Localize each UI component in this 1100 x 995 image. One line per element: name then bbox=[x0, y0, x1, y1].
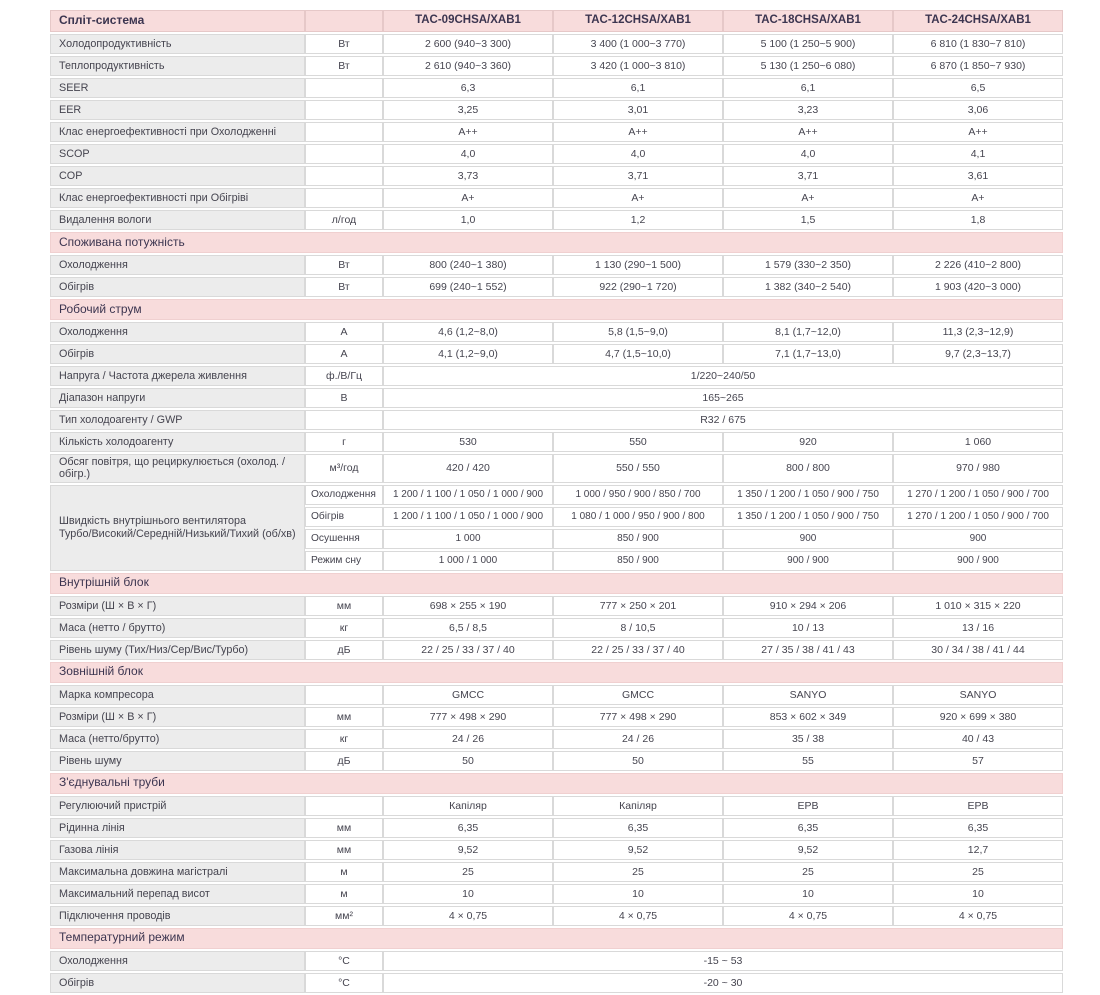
value-cell: 698 × 255 × 190 bbox=[383, 596, 553, 616]
value-cell: 9,52 bbox=[553, 840, 723, 860]
row-label-line-1: Швидкість внутрішнього вентилятора bbox=[59, 515, 246, 528]
value-cell: 3,73 bbox=[383, 166, 553, 186]
value-cell: 550 bbox=[553, 432, 723, 452]
value-cell: 1 080 / 1 000 / 950 / 900 / 800 bbox=[553, 507, 723, 527]
section-row bbox=[50, 773, 1063, 794]
section-title: З'єднувальні труби bbox=[50, 773, 1063, 794]
unit-cell: л/год bbox=[305, 210, 383, 230]
row-label: Холодопродуктивність bbox=[50, 34, 305, 54]
table-row bbox=[50, 144, 1063, 164]
row-label: Максимальна довжина магістралі bbox=[50, 862, 305, 882]
value-cell: 1,0 bbox=[383, 210, 553, 230]
value-cell: 3,23 bbox=[723, 100, 893, 120]
value-cell: 10 bbox=[723, 884, 893, 904]
value-cell: 1 200 / 1 100 / 1 050 / 1 000 / 900 bbox=[383, 507, 553, 527]
value-cell: 4 × 0,75 bbox=[893, 906, 1063, 926]
table-row bbox=[50, 188, 1063, 208]
table-row bbox=[50, 796, 1063, 816]
unit-cell: мм bbox=[305, 840, 383, 860]
value-cell: 1 200 / 1 100 / 1 050 / 1 000 / 900 bbox=[383, 485, 553, 505]
value-cell: 6 810 (1 830~7 810) bbox=[893, 34, 1063, 54]
table-row bbox=[50, 596, 1063, 616]
unit-cell: Вт bbox=[305, 277, 383, 297]
value-cell: 4,0 bbox=[553, 144, 723, 164]
value-cell: 25 bbox=[893, 862, 1063, 882]
unit-cell: кг bbox=[305, 729, 383, 749]
value-cell: 8 / 10,5 bbox=[553, 618, 723, 638]
value-cell: 550 / 550 bbox=[553, 454, 723, 483]
value-cell: 10 bbox=[893, 884, 1063, 904]
unit-cell: мм² bbox=[305, 906, 383, 926]
table-row bbox=[50, 166, 1063, 186]
value-cell: 850 / 900 bbox=[553, 551, 723, 571]
table-row bbox=[50, 707, 1063, 727]
unit-cell: м bbox=[305, 862, 383, 882]
table-row bbox=[50, 618, 1063, 638]
table-row bbox=[50, 485, 1063, 505]
value-cell: 6,1 bbox=[553, 78, 723, 98]
unit-cell: А bbox=[305, 344, 383, 364]
value-cell: 24 / 26 bbox=[553, 729, 723, 749]
table-row bbox=[50, 818, 1063, 838]
row-label: Діапазон напруги bbox=[50, 388, 305, 408]
row-label: COP bbox=[50, 166, 305, 186]
table-row bbox=[50, 884, 1063, 904]
row-label: Тип холодоагенту / GWP bbox=[50, 410, 305, 430]
unit-cell: Вт bbox=[305, 56, 383, 76]
value-cell: 2 610 (940~3 360) bbox=[383, 56, 553, 76]
value-cell: 420 / 420 bbox=[383, 454, 553, 483]
unit-cell bbox=[305, 78, 383, 98]
value-cell: EPB bbox=[893, 796, 1063, 816]
sub-row-label: Осушення bbox=[305, 529, 383, 549]
value-cell: 3,25 bbox=[383, 100, 553, 120]
value-cell: SANYO bbox=[893, 685, 1063, 705]
value-cell: 6,35 bbox=[723, 818, 893, 838]
value-cell: А+ bbox=[723, 188, 893, 208]
value-cell: 5,8 (1,5~9,0) bbox=[553, 322, 723, 342]
table-row bbox=[50, 255, 1063, 275]
unit-cell: Вт bbox=[305, 255, 383, 275]
table-row bbox=[50, 410, 1063, 430]
unit-cell: дБ bbox=[305, 751, 383, 771]
value-cell: 22 / 25 / 33 / 37 / 40 bbox=[383, 640, 553, 660]
row-label: Маса (нетто / брутто) bbox=[50, 618, 305, 638]
value-cell: А+ bbox=[553, 188, 723, 208]
row-label-line-2: Турбо/Високий/Середній/Низький/Тихий (об/хв) bbox=[59, 527, 296, 540]
table-row bbox=[50, 862, 1063, 882]
value-cell: 800 / 800 bbox=[723, 454, 893, 483]
value-cell: 1 382 (340~2 540) bbox=[723, 277, 893, 297]
section-title: Споживана потужність bbox=[50, 232, 1063, 253]
row-label bbox=[50, 485, 305, 571]
value-cell: 50 bbox=[383, 751, 553, 771]
value-cell: Капіляр bbox=[553, 796, 723, 816]
section-row bbox=[50, 573, 1063, 594]
value-cell: 777 × 250 × 201 bbox=[553, 596, 723, 616]
table-title: Спліт-система bbox=[50, 10, 305, 32]
value-cell: 6,5 / 8,5 bbox=[383, 618, 553, 638]
row-label: Напруга / Частота джерела живлення bbox=[50, 366, 305, 386]
section-title: Зовнішній блок bbox=[50, 662, 1063, 683]
value-cell: А+ bbox=[383, 188, 553, 208]
unit-cell: °С bbox=[305, 973, 383, 993]
value-cell: 22 / 25 / 33 / 37 / 40 bbox=[553, 640, 723, 660]
value-cell: 1 903 (420~3 000) bbox=[893, 277, 1063, 297]
value-cell: 10 / 13 bbox=[723, 618, 893, 638]
section-title: Робочий струм bbox=[50, 299, 1063, 320]
value-cell: 900 / 900 bbox=[893, 551, 1063, 571]
value-cell: 4,6 (1,2~8,0) bbox=[383, 322, 553, 342]
value-cell: А++ bbox=[383, 122, 553, 142]
row-label: Маса (нетто/брутто) bbox=[50, 729, 305, 749]
value-cell: 40 / 43 bbox=[893, 729, 1063, 749]
section-title: Внутрішній блок bbox=[50, 573, 1063, 594]
value-cell: 6,3 bbox=[383, 78, 553, 98]
row-label: Газова лінія bbox=[50, 840, 305, 860]
value-cell: А++ bbox=[893, 122, 1063, 142]
table-row bbox=[50, 951, 1063, 971]
value-cell: 25 bbox=[553, 862, 723, 882]
value-cell: 530 bbox=[383, 432, 553, 452]
unit-cell: мм bbox=[305, 707, 383, 727]
value-cell: 13 / 16 bbox=[893, 618, 1063, 638]
row-label: Розміри (Ш × В × Г) bbox=[50, 707, 305, 727]
table-row bbox=[50, 366, 1063, 386]
value-cell: 853 × 602 × 349 bbox=[723, 707, 893, 727]
value-cell: 9,52 bbox=[723, 840, 893, 860]
row-label: Підключення проводів bbox=[50, 906, 305, 926]
value-cell: 3 400 (1 000~3 770) bbox=[553, 34, 723, 54]
value-cell: 777 × 498 × 290 bbox=[383, 707, 553, 727]
row-label: Обігрів bbox=[50, 277, 305, 297]
value-cell: 9,7 (2,3~13,7) bbox=[893, 344, 1063, 364]
value-cell: 699 (240~1 552) bbox=[383, 277, 553, 297]
spec-table bbox=[50, 8, 1063, 995]
row-label: EER bbox=[50, 100, 305, 120]
table-row bbox=[50, 388, 1063, 408]
row-label: Клас енергоефективності при Обігріві bbox=[50, 188, 305, 208]
value-cell: 1,8 bbox=[893, 210, 1063, 230]
value-cell: 3,71 bbox=[553, 166, 723, 186]
unit-cell bbox=[305, 410, 383, 430]
model-header: TAC-12CHSA/XAB1 bbox=[553, 10, 723, 32]
value-cell: А++ bbox=[723, 122, 893, 142]
value-cell: 920 bbox=[723, 432, 893, 452]
value-cell: 12,7 bbox=[893, 840, 1063, 860]
value-cell: 55 bbox=[723, 751, 893, 771]
value-cell: 1 000 / 1 000 bbox=[383, 551, 553, 571]
value-cell: GMCC bbox=[383, 685, 553, 705]
table-row bbox=[50, 34, 1063, 54]
unit-cell: В bbox=[305, 388, 383, 408]
value-cell: SANYO bbox=[723, 685, 893, 705]
value-cell: 970 / 980 bbox=[893, 454, 1063, 483]
value-cell: 4 × 0,75 bbox=[383, 906, 553, 926]
value-cell-span: -15 ~ 53 bbox=[383, 951, 1063, 971]
value-cell: 3,71 bbox=[723, 166, 893, 186]
unit-cell bbox=[305, 100, 383, 120]
row-label: Розміри (Ш × В × Г) bbox=[50, 596, 305, 616]
value-cell: 11,3 (2,3~12,9) bbox=[893, 322, 1063, 342]
value-cell: 5 130 (1 250~6 080) bbox=[723, 56, 893, 76]
value-cell: 6,35 bbox=[383, 818, 553, 838]
value-cell: 4,1 (1,2~9,0) bbox=[383, 344, 553, 364]
value-cell: 900 bbox=[893, 529, 1063, 549]
model-header: TAC-18CHSA/XAB1 bbox=[723, 10, 893, 32]
value-cell: А+ bbox=[893, 188, 1063, 208]
value-cell: 50 bbox=[553, 751, 723, 771]
table-row bbox=[50, 840, 1063, 860]
row-label: SEER bbox=[50, 78, 305, 98]
value-cell: 4,0 bbox=[383, 144, 553, 164]
row-label: Кількість холодоагенту bbox=[50, 432, 305, 452]
unit-cell: дБ bbox=[305, 640, 383, 660]
value-cell: 1 579 (330~2 350) bbox=[723, 255, 893, 275]
unit-cell: г bbox=[305, 432, 383, 452]
row-label: Охолодження bbox=[50, 322, 305, 342]
section-row bbox=[50, 928, 1063, 949]
table-row bbox=[50, 454, 1063, 483]
row-label: Рідинна лінія bbox=[50, 818, 305, 838]
sub-row-label: Охолодження bbox=[305, 485, 383, 505]
value-cell: 900 bbox=[723, 529, 893, 549]
unit-column-header bbox=[305, 10, 383, 32]
value-cell: 30 / 34 / 38 / 41 / 44 bbox=[893, 640, 1063, 660]
unit-cell bbox=[305, 166, 383, 186]
value-cell: А++ bbox=[553, 122, 723, 142]
value-cell: 4 × 0,75 bbox=[723, 906, 893, 926]
row-label: Теплопродуктивність bbox=[50, 56, 305, 76]
unit-cell: мм bbox=[305, 596, 383, 616]
unit-cell: ф./В/Гц bbox=[305, 366, 383, 386]
model-header: TAC-09CHSA/XAB1 bbox=[383, 10, 553, 32]
row-label: Максимальний перепад висот bbox=[50, 884, 305, 904]
table-row bbox=[50, 729, 1063, 749]
value-cell: 6,35 bbox=[893, 818, 1063, 838]
value-cell: Капіляр bbox=[383, 796, 553, 816]
value-cell: 4,0 bbox=[723, 144, 893, 164]
table-row bbox=[50, 344, 1063, 364]
value-cell: 1,2 bbox=[553, 210, 723, 230]
value-cell: 24 / 26 bbox=[383, 729, 553, 749]
unit-cell: Вт bbox=[305, 34, 383, 54]
value-cell-span: R32 / 675 bbox=[383, 410, 1063, 430]
model-header: TAC-24CHSA/XAB1 bbox=[893, 10, 1063, 32]
value-cell: 1 000 / 950 / 900 / 850 / 700 bbox=[553, 485, 723, 505]
table-row bbox=[50, 432, 1063, 452]
section-row bbox=[50, 232, 1063, 253]
value-cell: 4,1 bbox=[893, 144, 1063, 164]
value-cell: 920 × 699 × 380 bbox=[893, 707, 1063, 727]
table-row bbox=[50, 322, 1063, 342]
sub-row-label: Обігрів bbox=[305, 507, 383, 527]
value-cell: 1 350 / 1 200 / 1 050 / 900 / 750 bbox=[723, 485, 893, 505]
table-row bbox=[50, 277, 1063, 297]
value-cell: 8,1 (1,7~12,0) bbox=[723, 322, 893, 342]
table-row bbox=[50, 56, 1063, 76]
value-cell: 1 270 / 1 200 / 1 050 / 900 / 700 bbox=[893, 485, 1063, 505]
spec-table-body bbox=[50, 10, 1063, 993]
value-cell: 25 bbox=[383, 862, 553, 882]
row-label: Видалення вологи bbox=[50, 210, 305, 230]
row-label: Клас енергоефективності при Охолодженні bbox=[50, 122, 305, 142]
value-cell-span: 165~265 bbox=[383, 388, 1063, 408]
row-label: Охолодження bbox=[50, 255, 305, 275]
value-cell: 1,5 bbox=[723, 210, 893, 230]
unit-cell: кг bbox=[305, 618, 383, 638]
sub-row-label: Режим сну bbox=[305, 551, 383, 571]
section-title: Температурний режим bbox=[50, 928, 1063, 949]
row-label: Регулюючий пристрій bbox=[50, 796, 305, 816]
unit-cell: мм bbox=[305, 818, 383, 838]
value-cell: GMCC bbox=[553, 685, 723, 705]
value-cell: 57 bbox=[893, 751, 1063, 771]
value-cell: 9,52 bbox=[383, 840, 553, 860]
value-cell: 6 870 (1 850~7 930) bbox=[893, 56, 1063, 76]
unit-cell: А bbox=[305, 322, 383, 342]
row-label: Обігрів bbox=[50, 973, 305, 993]
row-label: Обігрів bbox=[50, 344, 305, 364]
value-cell: 27 / 35 / 38 / 41 / 43 bbox=[723, 640, 893, 660]
unit-cell: м³/год bbox=[305, 454, 383, 483]
value-cell: 5 100 (1 250~5 900) bbox=[723, 34, 893, 54]
table-row bbox=[50, 122, 1063, 142]
value-cell: 1 010 × 315 × 220 bbox=[893, 596, 1063, 616]
row-label: Рівень шуму (Тих/Низ/Сер/Вис/Турбо) bbox=[50, 640, 305, 660]
value-cell: 6,35 bbox=[553, 818, 723, 838]
value-cell: 910 × 294 × 206 bbox=[723, 596, 893, 616]
value-cell: 3,01 bbox=[553, 100, 723, 120]
value-cell: 10 bbox=[383, 884, 553, 904]
value-cell: 1 000 bbox=[383, 529, 553, 549]
value-cell: 3,06 bbox=[893, 100, 1063, 120]
table-row bbox=[50, 640, 1063, 660]
value-cell: 6,5 bbox=[893, 78, 1063, 98]
value-cell: 1 350 / 1 200 / 1 050 / 900 / 750 bbox=[723, 507, 893, 527]
value-cell: 4 × 0,75 bbox=[553, 906, 723, 926]
row-label: Охолодження bbox=[50, 951, 305, 971]
value-cell: 25 bbox=[723, 862, 893, 882]
value-cell: 2 226 (410~2 800) bbox=[893, 255, 1063, 275]
table-row bbox=[50, 751, 1063, 771]
table-row bbox=[50, 100, 1063, 120]
value-cell: 850 / 900 bbox=[553, 529, 723, 549]
table-row bbox=[50, 973, 1063, 993]
row-label: Марка компресора bbox=[50, 685, 305, 705]
value-cell: 10 bbox=[553, 884, 723, 904]
value-cell: 1 060 bbox=[893, 432, 1063, 452]
unit-cell: °С bbox=[305, 951, 383, 971]
section-row bbox=[50, 662, 1063, 683]
row-label: Рівень шуму bbox=[50, 751, 305, 771]
unit-cell bbox=[305, 144, 383, 164]
row-label: Обсяг повітря, що рециркулюється (охолод. / обігр.) bbox=[50, 454, 305, 483]
value-cell: 777 × 498 × 290 bbox=[553, 707, 723, 727]
unit-cell: м bbox=[305, 884, 383, 904]
value-cell: 900 / 900 bbox=[723, 551, 893, 571]
table-header-row bbox=[50, 10, 1063, 32]
value-cell: 3,61 bbox=[893, 166, 1063, 186]
value-cell: 800 (240~1 380) bbox=[383, 255, 553, 275]
table-row bbox=[50, 210, 1063, 230]
value-cell: 1 270 / 1 200 / 1 050 / 900 / 700 bbox=[893, 507, 1063, 527]
value-cell: EPB bbox=[723, 796, 893, 816]
table-row bbox=[50, 906, 1063, 926]
value-cell-span: 1/220~240/50 bbox=[383, 366, 1063, 386]
value-cell: 2 600 (940~3 300) bbox=[383, 34, 553, 54]
value-cell: 6,1 bbox=[723, 78, 893, 98]
unit-cell bbox=[305, 188, 383, 208]
unit-cell bbox=[305, 122, 383, 142]
unit-cell bbox=[305, 796, 383, 816]
value-cell: 3 420 (1 000~3 810) bbox=[553, 56, 723, 76]
value-cell: 922 (290~1 720) bbox=[553, 277, 723, 297]
value-cell: 1 130 (290~1 500) bbox=[553, 255, 723, 275]
value-cell: 7,1 (1,7~13,0) bbox=[723, 344, 893, 364]
value-cell: 35 / 38 bbox=[723, 729, 893, 749]
value-cell-span: -20 ~ 30 bbox=[383, 973, 1063, 993]
row-label: SCOP bbox=[50, 144, 305, 164]
value-cell: 4,7 (1,5~10,0) bbox=[553, 344, 723, 364]
table-row bbox=[50, 78, 1063, 98]
table-row bbox=[50, 685, 1063, 705]
unit-cell bbox=[305, 685, 383, 705]
section-row bbox=[50, 299, 1063, 320]
